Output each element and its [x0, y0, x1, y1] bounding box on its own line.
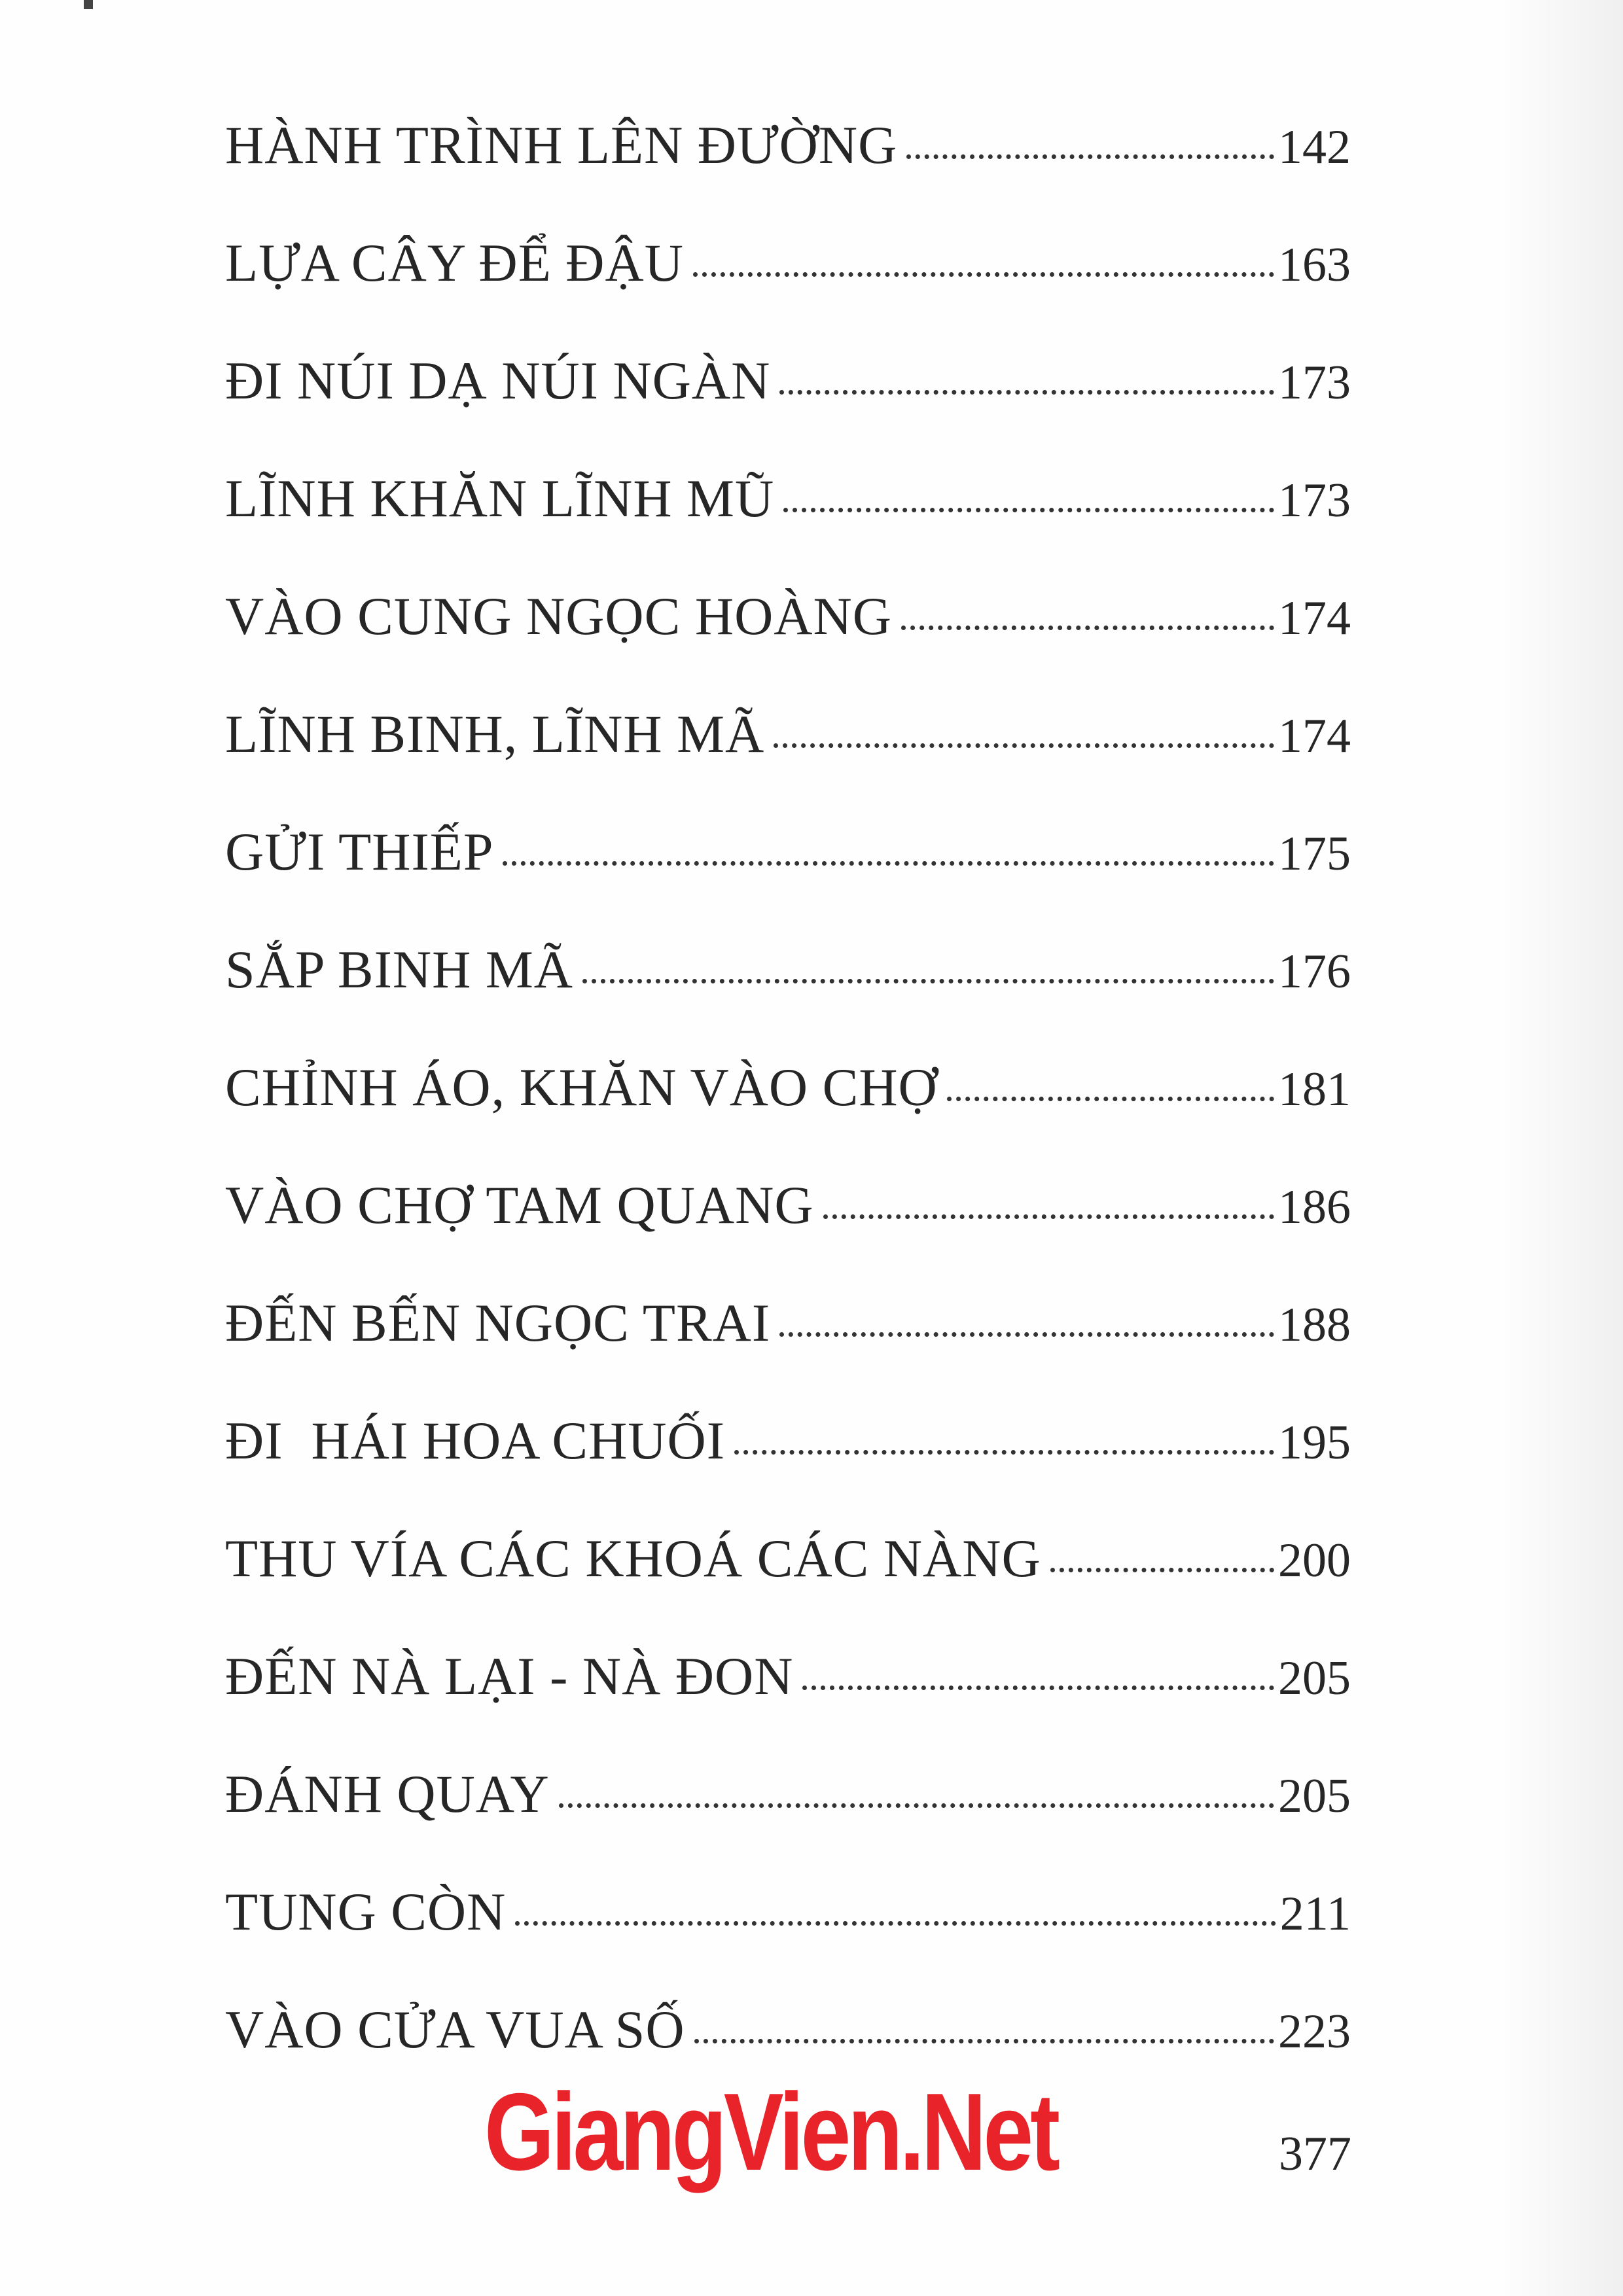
toc-entry-page: 173: [1278, 356, 1351, 410]
toc-entry-title: SẮP BINH MÃ: [225, 940, 573, 999]
toc-entry-page: 205: [1278, 1769, 1351, 1823]
toc-entry-page: 174: [1278, 709, 1351, 763]
toc-entry-page: 200: [1278, 1534, 1351, 1587]
toc-entry-page: 163: [1278, 238, 1351, 292]
scan-corner-mark: [84, 0, 93, 9]
dot-leader: [734, 1450, 1274, 1455]
toc-entry-page: 181: [1278, 1063, 1351, 1116]
toc-entry: [225, 701, 1351, 819]
toc-entry-title: ĐẾN NÀ LẠI - NÀ ĐON: [225, 1646, 794, 1706]
toc-entry-page: 205: [1278, 1651, 1351, 1705]
toc-entry: [225, 1408, 1351, 1526]
toc-entry: [225, 230, 1351, 348]
toc-entry-title: TUNG CÒN: [225, 1882, 507, 1941]
toc-entry-title: ĐẾN BẾN NGỌC TRAI: [225, 1293, 771, 1352]
dot-leader: [947, 1097, 1274, 1101]
toc-entry: [225, 1761, 1351, 1879]
toc-entry: [225, 348, 1351, 466]
toc-entry: [225, 1879, 1351, 1997]
dot-leader: [802, 1686, 1274, 1690]
toc-entry-page: 195: [1278, 1416, 1351, 1470]
toc-entry: [225, 1290, 1351, 1408]
toc-entry-title: CHỈNH ÁO, KHĂN VÀO CHỢ: [225, 1057, 938, 1117]
toc-entry-page: 142: [1278, 120, 1351, 174]
dot-leader: [559, 1803, 1274, 1808]
dot-leader: [515, 1921, 1275, 1926]
toc-entry: [225, 1526, 1351, 1644]
toc-entry-title: LỰA CÂY ĐỂ ĐẬU: [225, 233, 684, 292]
toc-entry: [225, 466, 1351, 584]
toc-entry-page: 186: [1278, 1180, 1351, 1234]
toc-entry-title: ĐÁNH QUAY: [225, 1764, 550, 1824]
dot-leader: [823, 1214, 1274, 1219]
toc-entry: [225, 1055, 1351, 1173]
toc-entry-title: VÀO CỬA VUA SỐ: [225, 2000, 685, 2059]
toc-entry-page: 173: [1278, 474, 1351, 527]
table-of-contents: [225, 113, 1351, 2115]
dot-leader: [906, 154, 1274, 159]
dot-leader: [779, 390, 1274, 395]
dot-leader: [1050, 1568, 1274, 1572]
dot-leader: [582, 979, 1274, 983]
toc-entry-page: 223: [1278, 2005, 1351, 2058]
toc-entry-page: 174: [1278, 592, 1351, 645]
toc-entry-title: VÀO CUNG NGỌC HOÀNG: [225, 586, 892, 646]
toc-entry: [225, 937, 1351, 1055]
toc-entry-title: LĨNH KHĂN LĨNH MŨ: [225, 468, 775, 528]
toc-entry-title: ĐI NÚI DẠ NÚI NGÀN: [225, 351, 771, 410]
toc-entry: [225, 819, 1351, 937]
toc-entry: [225, 584, 1351, 701]
toc-entry-title: THU VÍA CÁC KHOÁ CÁC NÀNG: [225, 1528, 1041, 1588]
watermark-logo: GiangVien.Net: [484, 2070, 1058, 2193]
page-gutter-shadow: [1499, 0, 1623, 2296]
page-number: 377: [1279, 2127, 1351, 2181]
dot-leader: [503, 861, 1274, 866]
toc-entry-page: 211: [1279, 1887, 1351, 1941]
dot-leader: [694, 2039, 1274, 2043]
dot-leader: [901, 626, 1274, 630]
toc-entry-title: GỬI THIẾP: [225, 822, 494, 881]
dot-leader: [774, 743, 1274, 748]
toc-entry-title: LĨNH BINH, LĨNH MÃ: [225, 704, 765, 764]
toc-entry: [225, 113, 1351, 230]
dot-leader: [693, 272, 1274, 277]
toc-entry-page: 188: [1278, 1298, 1351, 1352]
toc-entry-title: ĐI HÁI HOA CHUỐI: [225, 1411, 726, 1470]
toc-entry-page: 176: [1278, 945, 1351, 998]
toc-entry: [225, 1644, 1351, 1761]
dot-leader: [783, 508, 1274, 512]
toc-entry-title: HÀNH TRÌNH LÊN ĐƯỜNG: [225, 115, 898, 175]
toc-entry-page: 175: [1278, 827, 1351, 881]
toc-entry-title: VÀO CHỢ TAM QUANG: [225, 1175, 814, 1235]
toc-entry: [225, 1173, 1351, 1290]
dot-leader: [779, 1332, 1274, 1337]
